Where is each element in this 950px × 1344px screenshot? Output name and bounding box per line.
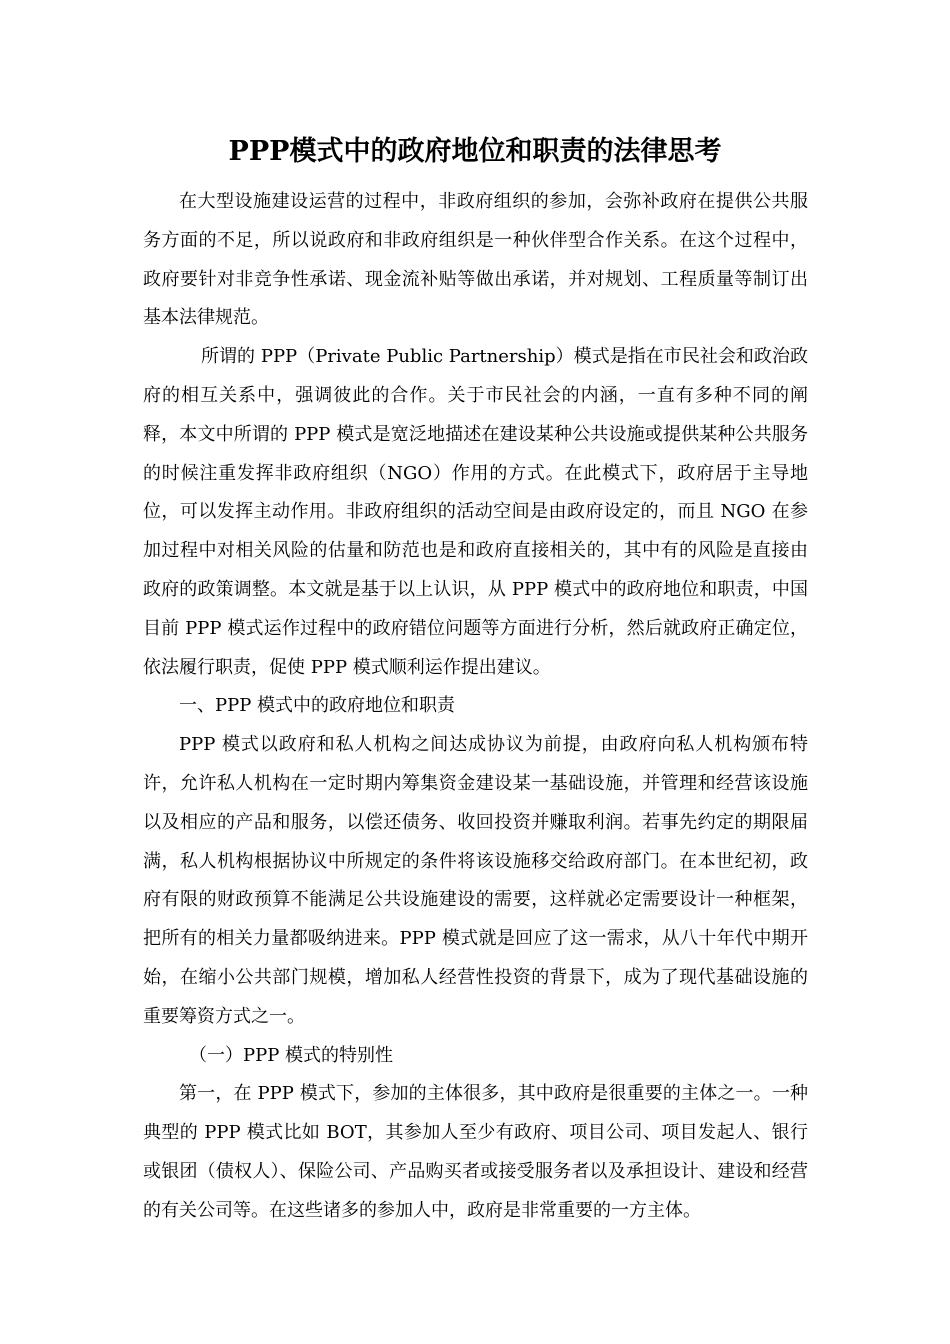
section-heading-1: 一、PPP 模式中的政府地位和职责 <box>179 695 456 717</box>
subsection-heading-1: （一）PPP 模式的特别性 <box>189 1044 394 1066</box>
document-body <box>143 183 808 1231</box>
paragraph-intro: 在大型设施建设运营的过程中，非政府组织的参加，会弥补政府在提供公共服务方面的不足，所以说政府和非政府组织是一种伙伴型合作关系。在这个过程中，政府要针对非竞争性承诺、现金流补贴等做出承诺，并对规划、工程质量等制订出基本法律规范。 <box>143 191 808 329</box>
paragraph-ppp-definition: 所谓的 PPP（Private Public Partnership）模式是指在市民社会和政治政府的相互关系中，强调彼此的合作。关于市民社会的内涵，一直有多种不同的阐释，本文中所谓的 PPP 模式是宽泛地描述在建设某种公共设施或提供某种公共服务的时候注重发挥非政府组织（NGO）作用的方式。在此模式下，政府居于主导地位，可以发挥主动作用。非政府组织的活动空间是由政府设定的，而且 NGO 在参加过程中对相关风险的估量和防范也是和政府直接相关的，其中有的风险是直接由政府的政策调整。本文就是基于以上认识，从 PPP 模式中的政府地位和职责，中国目前 PPP 模式运作过程中的政府错位问题等方面进行分析，然后就政府正确定位，依法履行职责，促使 PPP 模式顺利运作提出建议。 <box>143 346 808 678</box>
paragraph-participants: 第一，在 PPP 模式下，参加的主体很多，其中政府是很重要的主体之一。一种典型的 PPP 模式比如 BOT，其参加人至少有政府、项目公司、项目发起人、银行或银团（债权人）、保险公司、产品购买者或接受服务者以及承担设计、建设和经营的有关公司等。在这些诸多的参加人中，政府是非常重要的一方主体。 <box>143 1083 808 1221</box>
document-title: PPP模式中的政府地位和职责的法律思考 <box>228 136 722 167</box>
paragraph-ppp-agreement: PPP 模式以政府和私人机构之间达成协议为前提，由政府向私人机构颁布特许，允许私人机构在一定时期内筹集资金建设某一基础设施，并管理和经营该设施以及相应的产品和服务，以偿还债务、收回投资并赚取利润。若事先约定的期限届满，私人机构根据协议中所规定的条件将该设施移交给政府部门。在本世纪初，政府有限的财政预算不能满足公共设施建设的需要，这样就必定需要设计一种框架，把所有的相关力量都吸纳进来。PPP 模式就是回应了这一需求，从八十年代中期开始，在缩小公共部门规模，增加私人经营性投资的背景下，成为了现代基础设施的重要筹资方式之一。 <box>143 734 808 1027</box>
